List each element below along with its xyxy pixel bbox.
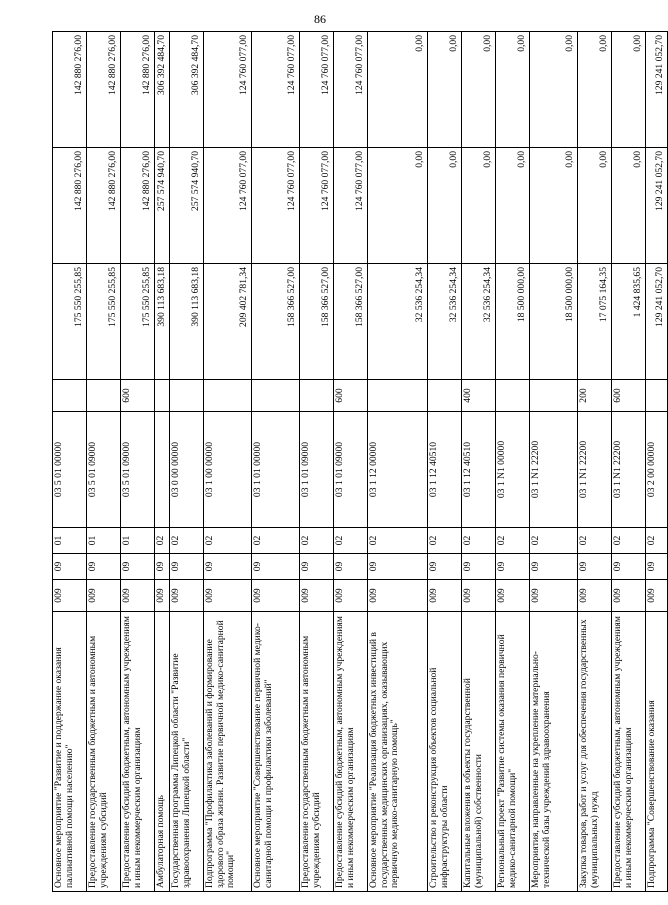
section-code: 09: [87, 554, 121, 580]
amount-year-1: 18 500 000,00: [530, 264, 578, 380]
amount-year-3: 142 880 276,00: [87, 32, 121, 148]
table-row: [530, 32, 578, 892]
table-row: [53, 32, 87, 892]
row-name: Предоставление субсидий бюджетным, автономным учреждениям и иным некоммерческим организациям: [334, 612, 368, 892]
section-code: 09: [462, 554, 496, 580]
amount-year-1: 158 366 527,00: [300, 264, 334, 380]
amount-year-1: 175 550 255,85: [121, 264, 155, 380]
target-article-code: 03 1 12 40510: [462, 412, 496, 528]
amount-year-3: 0,00: [368, 32, 428, 148]
table-row: [612, 32, 646, 892]
subsection-code: 01: [53, 528, 87, 554]
subsection-code: 02: [204, 528, 252, 554]
subsection-code: 02: [334, 528, 368, 554]
target-article-code: 03 1 12 00000: [368, 412, 428, 528]
amount-year-2: 0,00: [530, 148, 578, 264]
target-article-code: 03 1 01 09000: [334, 412, 368, 528]
expense-type-code: [155, 380, 170, 412]
amount-year-1: 32 536 254,34: [462, 264, 496, 380]
subsection-code: 01: [87, 528, 121, 554]
amount-year-2: 142 880 276,00: [87, 148, 121, 264]
rotated-table-container: [52, 32, 666, 892]
expense-type-code: [53, 380, 87, 412]
amount-year-3: 306 392 484,70: [155, 32, 170, 148]
grbs-code: 009: [646, 580, 668, 612]
target-article-code: 03 1 01 00000: [252, 412, 300, 528]
row-name: Предоставление субсидий бюджетным, автономным учреждениям и иным некоммерческим организациям: [612, 612, 646, 892]
subsection-code: 02: [646, 528, 668, 554]
expense-type-code: 600: [121, 380, 155, 412]
amount-year-2: 142 880 276,00: [53, 148, 87, 264]
section-code: 09: [612, 554, 646, 580]
target-article-code: 03 0 00 00000: [170, 412, 204, 528]
section-code: 09: [368, 554, 428, 580]
target-article-code: 03 1 00 00000: [204, 412, 252, 528]
amount-year-3: 129 241 052,70: [646, 32, 668, 148]
grbs-code: 009: [368, 580, 428, 612]
target-article-code: 03 1 N1 22200: [578, 412, 612, 528]
amount-year-1: 1 424 835,65: [612, 264, 646, 380]
table-row: [252, 32, 300, 892]
amount-year-2: 0,00: [462, 148, 496, 264]
amount-year-2: 129 241 052,70: [646, 148, 668, 264]
amount-year-2: 257 574 940,70: [155, 148, 170, 264]
section-code: 09: [204, 554, 252, 580]
subsection-code: 02: [612, 528, 646, 554]
amount-year-1: 390 113 683,18: [155, 264, 170, 380]
row-name: Строительство и реконструкция объектов социальной инфраструктуры области: [428, 612, 462, 892]
grbs-code: 009: [87, 580, 121, 612]
target-article-code: 03 2 00 00000: [646, 412, 668, 528]
subsection-code: 02: [496, 528, 530, 554]
section-code: 09: [334, 554, 368, 580]
amount-year-2: 0,00: [496, 148, 530, 264]
section-code: 09: [121, 554, 155, 580]
amount-year-2: 0,00: [428, 148, 462, 264]
target-article-code: 03 5 01 09000: [87, 412, 121, 528]
page-number: 86: [314, 12, 326, 26]
subsection-code: 02: [578, 528, 612, 554]
grbs-code: 009: [155, 580, 170, 612]
amount-year-1: 175 550 255,85: [87, 264, 121, 380]
subsection-code: 01: [121, 528, 155, 554]
grbs-code: 009: [428, 580, 462, 612]
section-code: 09: [170, 554, 204, 580]
subsection-code: 02: [462, 528, 496, 554]
grbs-code: 009: [170, 580, 204, 612]
amount-year-3: 142 880 276,00: [121, 32, 155, 148]
section-code: 09: [300, 554, 334, 580]
target-article-code: 03 1 N1 00000: [496, 412, 530, 528]
row-name: Региональный проект "Развитие системы оказания первичной медико-санитарной помощи": [496, 612, 530, 892]
target-article-code: [155, 412, 170, 528]
grbs-code: 009: [300, 580, 334, 612]
amount-year-1: 18 500 000,00: [496, 264, 530, 380]
amount-year-3: 124 760 077,00: [300, 32, 334, 148]
expense-type-code: [87, 380, 121, 412]
grbs-code: 009: [252, 580, 300, 612]
amount-year-2: 0,00: [578, 148, 612, 264]
subsection-code: 02: [155, 528, 170, 554]
amount-year-2: 142 880 276,00: [121, 148, 155, 264]
section-code: 09: [646, 554, 668, 580]
amount-year-1: 158 366 527,00: [334, 264, 368, 380]
subsection-code: 02: [368, 528, 428, 554]
grbs-code: 009: [121, 580, 155, 612]
expense-type-code: [496, 380, 530, 412]
subsection-code: 02: [428, 528, 462, 554]
subsection-code: 02: [530, 528, 578, 554]
subsection-code: 02: [300, 528, 334, 554]
amount-year-2: 124 760 077,00: [204, 148, 252, 264]
target-article-code: 03 1 N1 22200: [530, 412, 578, 528]
target-article-code: 03 1 12 40510: [428, 412, 462, 528]
amount-year-3: 0,00: [612, 32, 646, 148]
amount-year-3: 306 392 484,70: [170, 32, 204, 148]
amount-year-2: 0,00: [368, 148, 428, 264]
table-row: [87, 32, 121, 892]
table-row: [155, 32, 170, 892]
table-row: [368, 32, 428, 892]
section-code: 09: [496, 554, 530, 580]
amount-year-3: 124 760 077,00: [334, 32, 368, 148]
amount-year-1: 175 550 255,85: [53, 264, 87, 380]
grbs-code: 009: [334, 580, 368, 612]
section-code: 09: [530, 554, 578, 580]
amount-year-2: 124 760 077,00: [300, 148, 334, 264]
amount-year-1: 32 536 254,34: [368, 264, 428, 380]
amount-year-2: 257 574 940,70: [170, 148, 204, 264]
amount-year-3: 0,00: [530, 32, 578, 148]
amount-year-1: 17 075 164,35: [578, 264, 612, 380]
table-row: [170, 32, 204, 892]
expense-type-code: 200: [578, 380, 612, 412]
target-article-code: 03 5 01 09000: [121, 412, 155, 528]
amount-year-1: 158 366 527,00: [252, 264, 300, 380]
row-name: Предоставление государственным бюджетным и автономным учреждениям субсидий: [87, 612, 121, 892]
target-article-code: 03 1 01 09000: [300, 412, 334, 528]
row-name: Подпрограмма "Профилактика заболеваний и формирование здорового образа жизни. Развитие первичной медико-санитарной помощи": [204, 612, 252, 892]
grbs-code: 009: [578, 580, 612, 612]
amount-year-3: 0,00: [496, 32, 530, 148]
amount-year-3: 0,00: [428, 32, 462, 148]
table-row: [204, 32, 252, 892]
amount-year-3: 0,00: [462, 32, 496, 148]
grbs-code: 009: [204, 580, 252, 612]
row-name: Предоставление государственным бюджетным и автономным учреждениям субсидий: [300, 612, 334, 892]
grbs-code: 009: [53, 580, 87, 612]
amount-year-3: 0,00: [578, 32, 612, 148]
table-row: [462, 32, 496, 892]
expense-type-code: [300, 380, 334, 412]
section-code: 09: [428, 554, 462, 580]
row-name: Предоставление субсидий бюджетным, автономным учреждениям и иным некоммерческим организациям: [121, 612, 155, 892]
subsection-code: 02: [170, 528, 204, 554]
subsection-code: 02: [252, 528, 300, 554]
section-code: 09: [578, 554, 612, 580]
amount-year-3: 124 760 077,00: [252, 32, 300, 148]
section-code: 09: [53, 554, 87, 580]
target-article-code: 03 5 01 00000: [53, 412, 87, 528]
row-name: Мероприятия, направленные на укрепление материально-технической базы учреждений здравоохранения: [530, 612, 578, 892]
grbs-code: 009: [496, 580, 530, 612]
row-name: Амбулаторная помощь: [155, 612, 170, 892]
budget-table: [52, 31, 668, 892]
expense-type-code: 600: [612, 380, 646, 412]
grbs-code: 009: [462, 580, 496, 612]
amount-year-1: 32 536 254,34: [428, 264, 462, 380]
grbs-code: 009: [612, 580, 646, 612]
table-row: [300, 32, 334, 892]
target-article-code: 03 1 N1 22200: [612, 412, 646, 528]
amount-year-3: 142 880 276,00: [53, 32, 87, 148]
expense-type-code: [368, 380, 428, 412]
expense-type-code: [428, 380, 462, 412]
table-row: [496, 32, 530, 892]
table-row: [578, 32, 612, 892]
row-name: Основное мероприятие "Совершенствование первичной медико-санитарной помощи и профилактики заболеваний": [252, 612, 300, 892]
expense-type-code: 400: [462, 380, 496, 412]
budget-table-sheet: [52, 32, 666, 892]
amount-year-2: 124 760 077,00: [252, 148, 300, 264]
expense-type-code: [252, 380, 300, 412]
expense-type-code: [530, 380, 578, 412]
row-name: Государственная программа Липецкой области "Развитие здравоохранения Липецкой области": [170, 612, 204, 892]
amount-year-2: 0,00: [612, 148, 646, 264]
grbs-code: 009: [530, 580, 578, 612]
table-row: [334, 32, 368, 892]
expense-type-code: 600: [334, 380, 368, 412]
table-row: [428, 32, 462, 892]
amount-year-1: 129 241 052,70: [646, 264, 668, 380]
table-row: [646, 32, 668, 892]
amount-year-1: 390 113 683,18: [170, 264, 204, 380]
section-code: 09: [155, 554, 170, 580]
row-name: Капитальные вложения в объекты государственной (муниципальной) собственности: [462, 612, 496, 892]
expense-type-code: [170, 380, 204, 412]
section-code: 09: [252, 554, 300, 580]
row-name: Основное мероприятие "Развитие и поддержание оказания паллиативной помощи населению": [53, 612, 87, 892]
amount-year-3: 124 760 077,00: [204, 32, 252, 148]
table-row: [121, 32, 155, 892]
row-name: Закупка товаров, работ и услуг для обеспечения государственных (муниципальных) нужд: [578, 612, 612, 892]
row-name: Основное мероприятие "Реализация бюджетных инвестиций в государственных медицинских организациях, оказывающих первичную медико-санитарную помощь": [368, 612, 428, 892]
amount-year-1: 209 402 781,34: [204, 264, 252, 380]
expense-type-code: [646, 380, 668, 412]
expense-type-code: [204, 380, 252, 412]
row-name: Подпрограмма "Совершенствование оказания: [646, 612, 668, 892]
amount-year-2: 124 760 077,00: [334, 148, 368, 264]
